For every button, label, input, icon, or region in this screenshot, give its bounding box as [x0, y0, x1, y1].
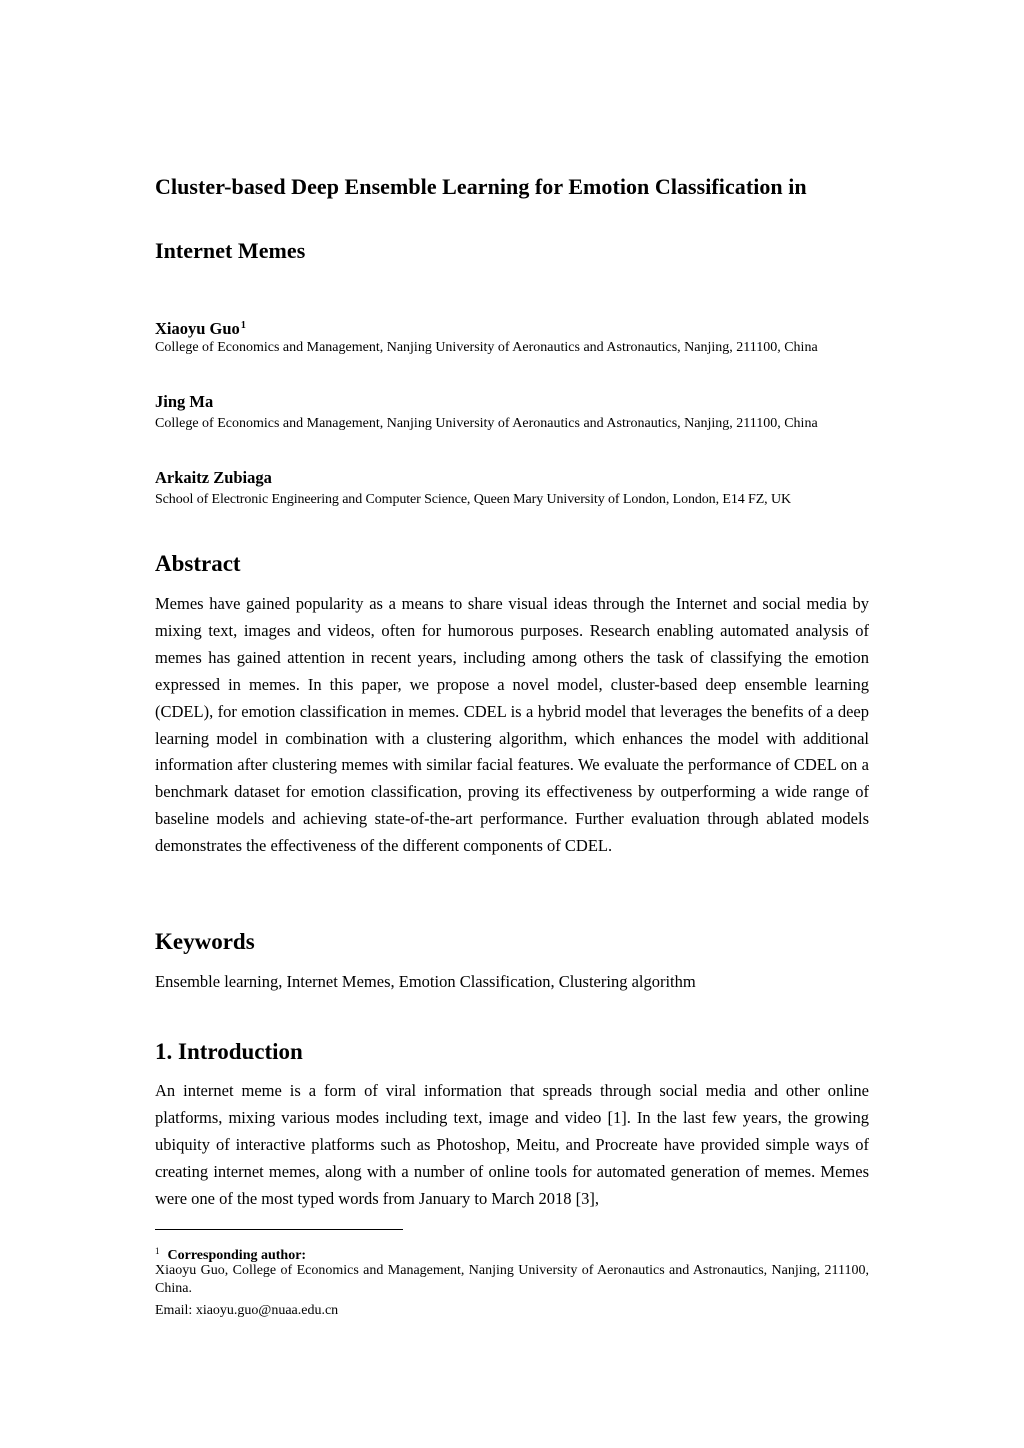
keywords-heading: Keywords	[155, 929, 255, 954]
paper-title-line-1: Cluster-based Deep Ensemble Learning for Emotion Classification in	[155, 174, 807, 199]
author-affiliation: College of Economics and Management, Nanjing University of Aeronautics and Astronautics, Nanjing, 211100, China	[155, 340, 818, 355]
keywords-text: Ensemble learning, Internet Memes, Emotion Classification, Clustering algorithm	[155, 972, 696, 991]
introduction-text: An internet meme is a form of viral information that spreads through social media and other online platforms, mixing various modes including text, image and video [1]. In the last few years, the growing ubiquity of interactive platforms such as Photoshop, Meitu, and Procreate have provided simple ways of creating internet memes, along with a number of online tools for automated generation of memes. Memes were one of the most typed words from January to March 2018 [3],	[155, 1081, 869, 1208]
abstract-heading: Abstract	[155, 551, 241, 576]
abstract-text: Memes have gained popularity as a means to share visual ideas through the Internet and social media by mixing text, images and videos, often for humorous purposes. Research enabling automated analysis of memes has gained attention in recent years, including among others the task of classifying the emotion expressed in memes. In this paper, we propose a novel model, cluster-based deep ensemble learning (CDEL), for emotion classification in memes. CDEL is a hybrid model that leverages the benefits of a deep learning model in combination with a clustering algorithm, which enhances the model with additional information after clustering memes with similar facial features. We evaluate the performance of CDEL on a benchmark dataset for emotion classification, proving its effectiveness by outperforming a wide range of baseline models and achieving state-of-the-art performance. Further evaluation through ablated models demonstrates the effectiveness of the different components of CDEL.	[155, 594, 869, 856]
author-name: Jing Ma	[155, 392, 214, 411]
footnote-mark[interactable]: 1	[240, 320, 246, 331]
footnote-divider	[155, 1229, 403, 1230]
paper-title-line-2: Internet Memes	[155, 238, 306, 263]
author-name	[155, 316, 246, 339]
footnote-text: Xiaoyu Guo, College of Economics and Management, Nanjing University of Aeronautics and Astronautics, Nanjing, 211100, China.	[155, 1263, 869, 1296]
author-affiliation: School of Electronic Engineering and Computer Science, Queen Mary University of London, London, E14 FZ, UK	[155, 492, 791, 507]
footnote-email[interactable]: Email: xiaoyu.guo@nuaa.edu.cn	[155, 1303, 339, 1318]
author-name: Arkaitz Zubiaga	[155, 468, 272, 487]
footnote-label: Corresponding author:	[167, 1248, 307, 1263]
introduction-heading: 1. Introduction	[155, 1039, 303, 1064]
author-affiliation: College of Economics and Management, Nanjing University of Aeronautics and Astronautics, Nanjing, 211100, China	[155, 416, 818, 431]
footnote-mark: 1	[155, 1246, 160, 1256]
author-name-text: Xiaoyu Guo	[155, 319, 240, 338]
